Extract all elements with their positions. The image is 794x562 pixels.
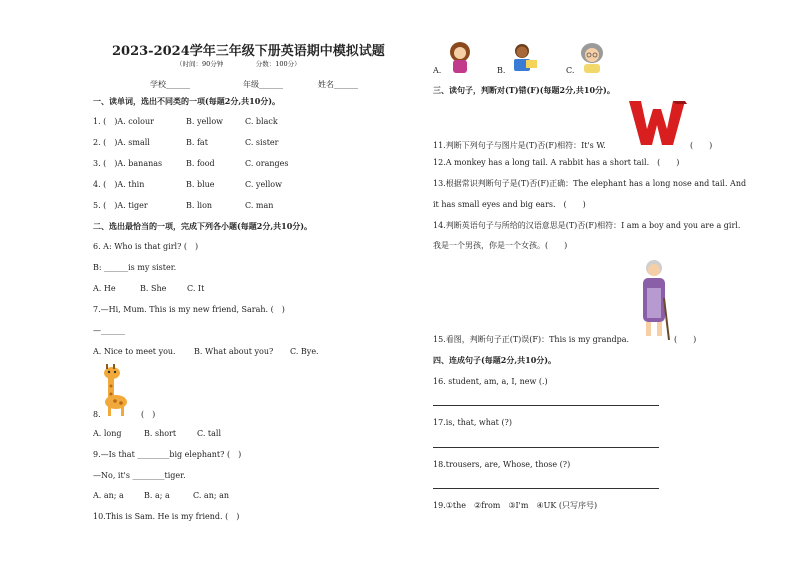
q7-blank: —______ <box>93 326 125 335</box>
q17-words: 17.is, that, what (?) <box>433 418 512 427</box>
q11-question: 11.判断下列句子与图片是(T)否(F)相符：It's W. <box>433 141 606 150</box>
q11-paren: ( ) <box>690 141 713 150</box>
q2-b: B. fat <box>186 138 208 147</box>
q8-option-c: C. tall <box>197 429 222 438</box>
q6-option-a: A. He <box>93 284 116 293</box>
q7-option-b: B. What about you? <box>194 347 274 356</box>
q9-answer: —No, it's ________tiger. <box>93 471 186 480</box>
boy-image <box>508 42 540 74</box>
q9-question: 9.—Is that ________big elephant? ( ) <box>93 450 242 459</box>
giraffe-image <box>100 364 130 416</box>
q16-words: 16. student, am, a, I, new (.) <box>433 377 548 386</box>
q2-c: C. sister <box>245 138 279 147</box>
q8-option-b: B. short <box>144 429 177 438</box>
q13-question: 13.根据常识判断句子是(T)否(F)正确：The elephant has a long nose and tail. And <box>433 179 747 188</box>
q14-question: 14.判断英语句子与所给的汉语意思是(T)否(F)相符：I am a boy and you are a girl. <box>433 221 741 230</box>
q18-words: 18.trousers, are, Whose, those (?) <box>433 460 571 469</box>
q7-option-a: A. Nice to meet you. <box>93 347 176 356</box>
q2-a: 2. ( )A. small <box>93 138 150 147</box>
q4-b: B. blue <box>186 180 215 189</box>
q6-blank: B: ______is my sister. <box>93 263 177 272</box>
letter-w-image <box>627 99 687 147</box>
q5-a: 5. ( )A. tiger <box>93 201 148 210</box>
q9-option-c: C. an; an <box>193 491 230 500</box>
girl-image <box>447 42 473 74</box>
pic-label-a: A. <box>433 66 442 75</box>
name-field: 姓名______ <box>318 80 358 89</box>
q4-c: C. yellow <box>245 180 282 189</box>
q15-paren: ( ) <box>674 335 697 344</box>
q19-words: 19.①the ②from ③I'm ④UK (只写序号) <box>433 501 598 510</box>
grandma-image <box>577 42 607 74</box>
q4-a: 4. ( )A. thin <box>93 180 145 189</box>
q7-option-c: C. Bye. <box>290 347 319 356</box>
q14-continued: 我是一个男孩，你是一个女孩。( ) <box>433 241 568 250</box>
q16-answer-line <box>433 405 659 406</box>
q8-number: 8. <box>93 410 101 419</box>
q5-b: B. lion <box>186 201 213 210</box>
q3-c: C. oranges <box>245 159 289 168</box>
q8-option-a: A. long <box>93 429 122 438</box>
q8-paren: ( ) <box>141 410 156 419</box>
section-4-title: 四、连成句子(每题2分,共10分)。 <box>433 355 557 365</box>
q3-b: B. food <box>186 159 215 168</box>
q9-option-b: B. a; a <box>144 491 170 500</box>
page-title: 2023-2024学年三年级下册英语期中模拟试题 <box>112 44 385 59</box>
q12-question: 12.A monkey has a long tail. A rabbit has a short tail. ( ) <box>433 158 680 167</box>
q5-c: C. man <box>245 201 274 210</box>
q17-answer-line <box>433 447 659 448</box>
school-field: 学校______ <box>150 80 190 89</box>
q6-option-c: C. It <box>187 284 205 293</box>
section-2-title: 二、选出最恰当的一项，完成下列各小题(每题2分,共10分)。 <box>93 221 313 231</box>
pic-label-b: B. <box>497 66 506 75</box>
q1-a: 1. ( )A. colour <box>93 117 154 126</box>
q7-question: 7.—Hi, Mum. This is my new friend, Sarah. ( ) <box>93 305 285 314</box>
q1-c: C. black <box>245 117 278 126</box>
exam-info: （时间：90分钟 分数：100分） <box>176 60 301 68</box>
grandma-cane-image <box>636 258 672 342</box>
q13-continued: it has small eyes and big ears. ( ) <box>433 200 586 209</box>
q9-option-a: A. an; a <box>93 491 124 500</box>
q1-b: B. yellow <box>186 117 223 126</box>
pic-label-c: C. <box>566 66 575 75</box>
q10-question: 10.This is Sam. He is my friend. ( ) <box>93 512 240 521</box>
section-3-title: 三、读句子，判断对(T)错(F)(每题2分,共10分)。 <box>433 85 615 95</box>
q18-answer-line <box>433 488 659 489</box>
q15-question: 15.看图，判断句子正(T)误(F)：This is my grandpa. <box>433 335 630 344</box>
grade-field: 年级______ <box>243 80 283 89</box>
q3-a: 3. ( )A. bananas <box>93 159 163 168</box>
section-1-title: 一、读单词，选出不同类的一项(每题2分,共10分)。 <box>93 96 281 106</box>
q6-question: 6. A: Who is that girl? ( ) <box>93 242 199 251</box>
q6-option-b: B. She <box>140 284 167 293</box>
